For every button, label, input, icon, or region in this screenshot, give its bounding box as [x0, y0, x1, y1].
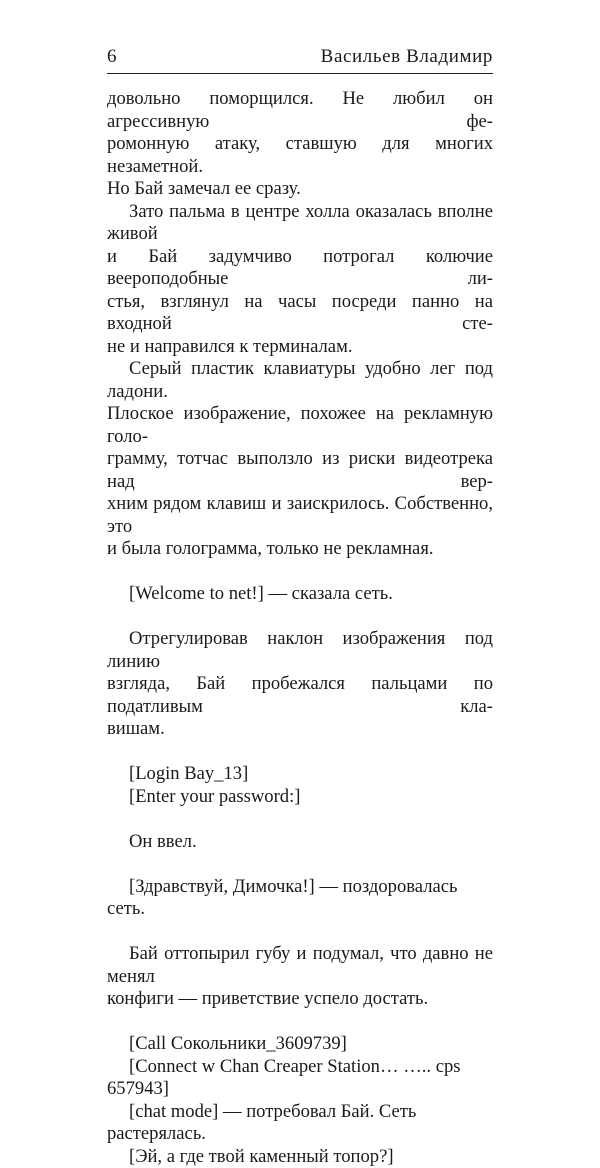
text-line: вишам. [107, 718, 493, 741]
blank-line [107, 1011, 493, 1034]
text-line: [Здравствуй, Димочка!] — поздоровалась сеть. [107, 876, 493, 921]
blank-line [107, 561, 493, 584]
text-line: Отрегулировав наклон изображения под линию [107, 628, 493, 673]
running-title: Васильев Владимир [321, 45, 493, 69]
text-line: взгляда, Бай пробежался пальцами по податливым кла- [107, 673, 493, 718]
text-line: стья, взглянул на часы посреди панно на входной сте- [107, 291, 493, 336]
text-line: довольно поморщился. Не любил он агрессивную фе- [107, 88, 493, 133]
blank-line [107, 808, 493, 831]
text-line: [Call Сокольники_3609739] [107, 1033, 493, 1056]
page-header [107, 45, 493, 74]
text-line: хним рядом клавиш и заискрилось. Собственно, это [107, 493, 493, 538]
page-number: 6 [107, 45, 117, 69]
text-line: конфиги — приветствие успело достать. [107, 988, 493, 1011]
text-line: грамму, тотчас выползло из риски видеотрека над вер- [107, 448, 493, 493]
blank-line [107, 606, 493, 629]
text-line: [Enter your password:] [107, 786, 493, 809]
text-line: Серый пластик клавиатуры удобно лег под ладони. [107, 358, 493, 403]
text-line: и Бай задумчиво потрогал колючие веероподобные ли- [107, 246, 493, 291]
text-line: Но Бай замечал ее сразу. [107, 178, 493, 201]
text-line: Плоское изображение, похожее на рекламную голо- [107, 403, 493, 448]
text-line: [chat mode] — потребовал Бай. Сеть растерялась. [107, 1101, 493, 1146]
page-body [107, 88, 493, 1168]
text-line: Бай оттопырил губу и подумал, что давно не менял [107, 943, 493, 988]
text-line: и была голограмма, только не рекламная. [107, 538, 493, 561]
blank-line [107, 921, 493, 944]
text-line: [Эй, а где твой каменный топор?] [107, 1146, 493, 1168]
blank-line [107, 853, 493, 876]
text-line: не и направился к терминалам. [107, 336, 493, 359]
text-line: ромонную атаку, ставшую для многих незаметной. [107, 133, 493, 178]
text-line: [Welcome to net!] — сказала сеть. [107, 583, 493, 606]
blank-line [107, 741, 493, 764]
text-line: Зато пальма в центре холла оказалась вполне живой [107, 201, 493, 246]
text-line: Он ввел. [107, 831, 493, 854]
text-line: [Login Bay_13] [107, 763, 493, 786]
text-line: [Connect w Chan Creaper Station… ….. cps 657943] [107, 1056, 493, 1101]
